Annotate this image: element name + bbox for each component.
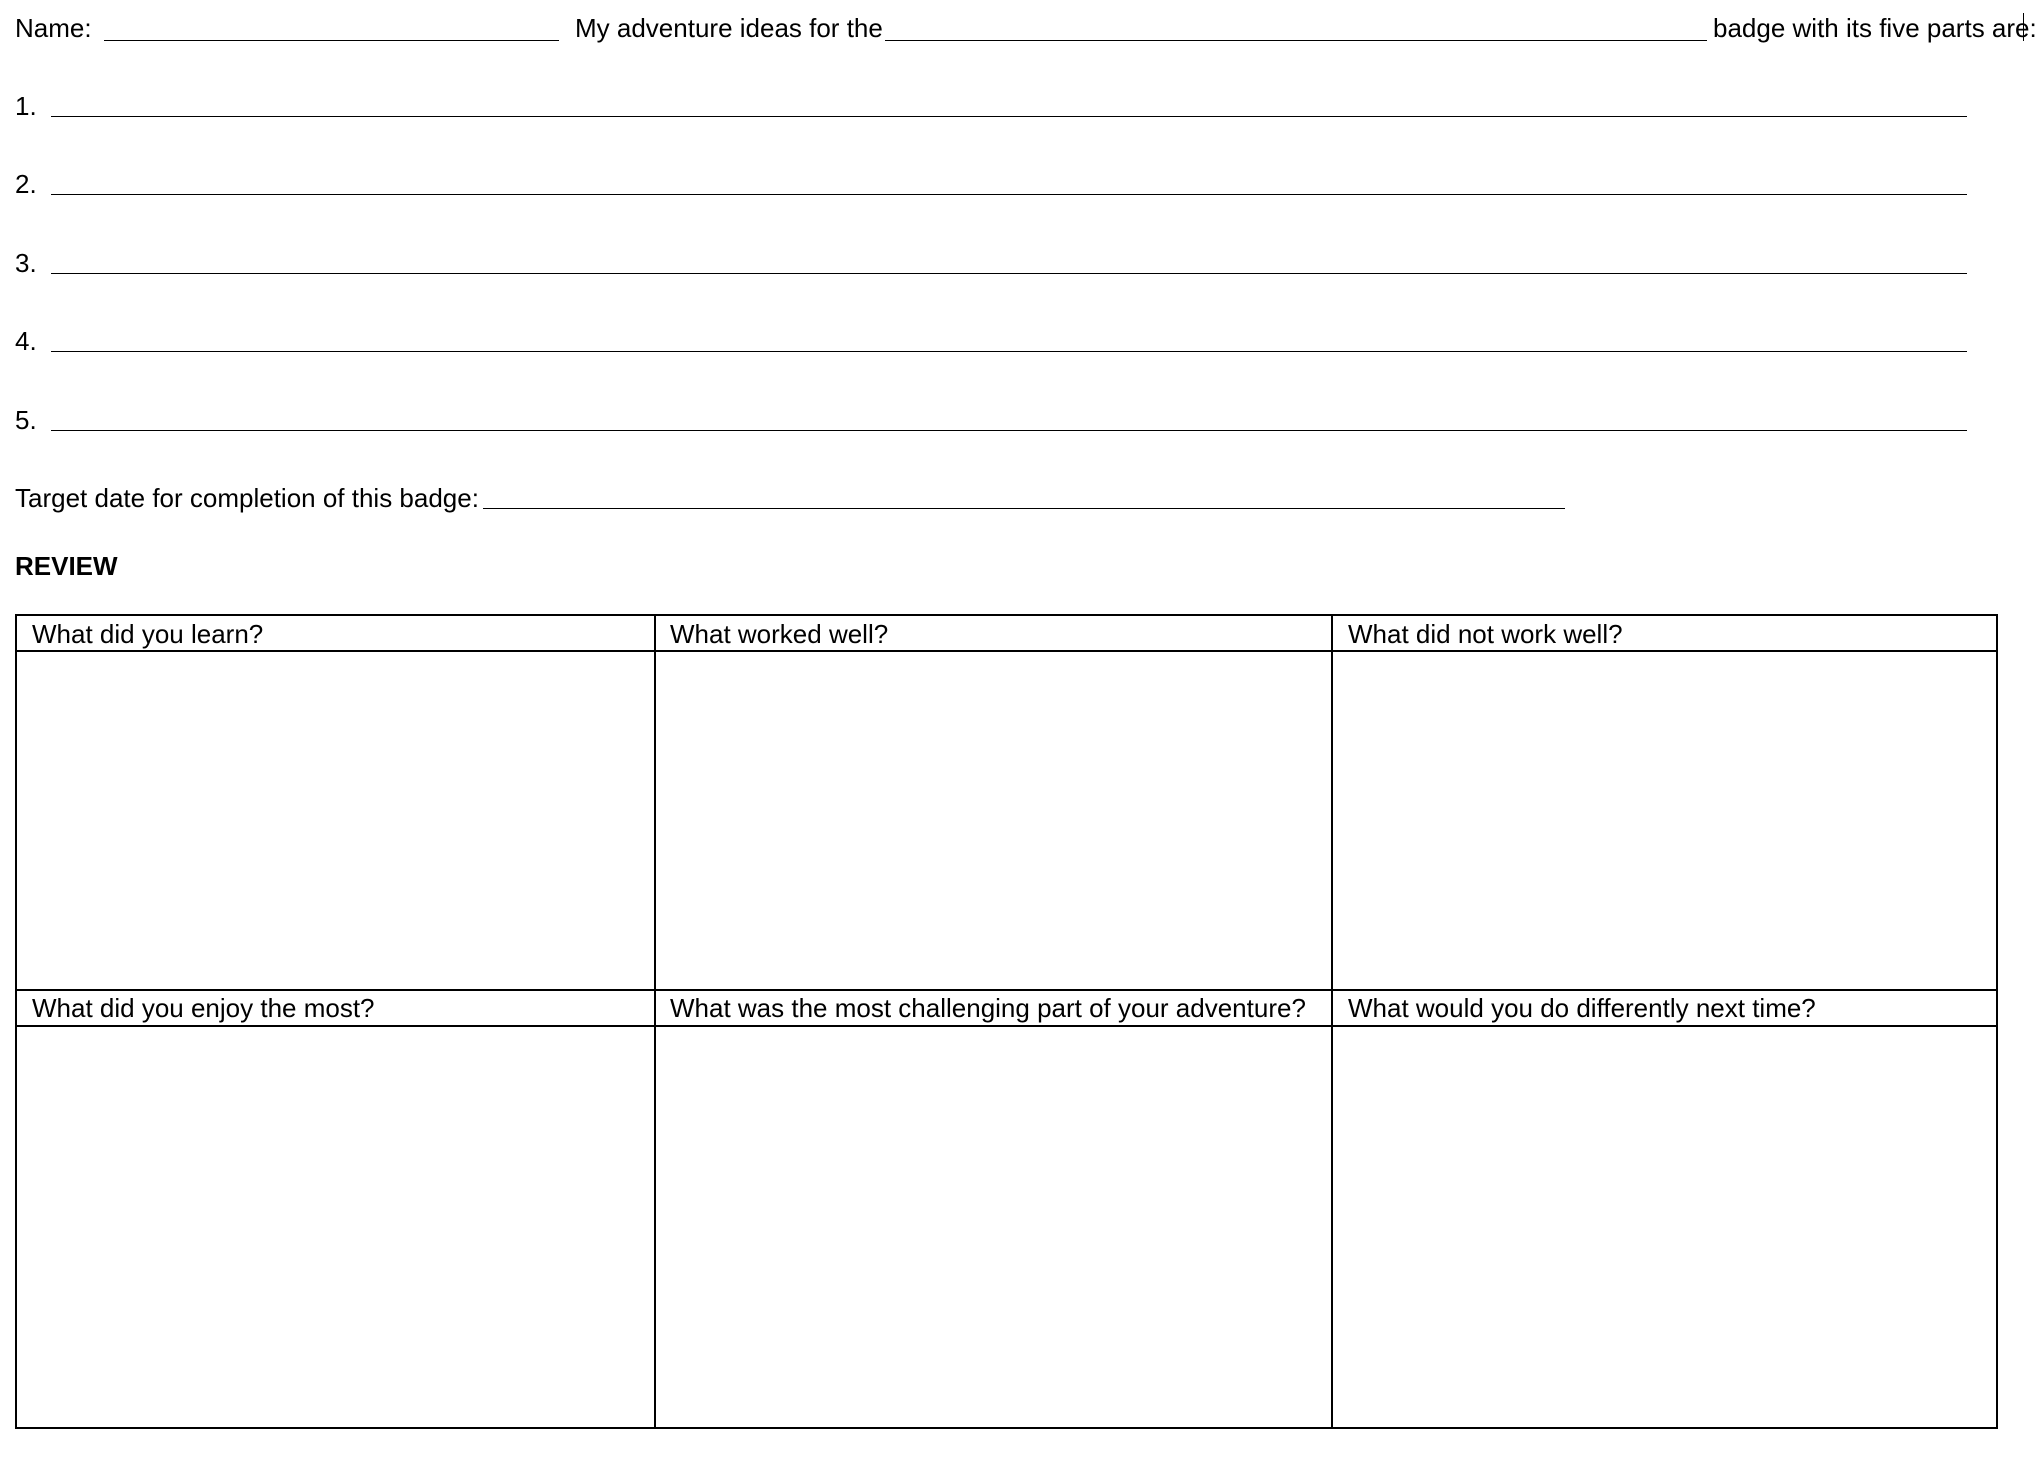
part-number: 4.	[15, 326, 37, 356]
part-number: 5.	[15, 405, 37, 435]
part-1-field[interactable]	[51, 116, 1967, 117]
part-number: 1.	[15, 91, 37, 121]
text-cursor	[2023, 13, 2024, 41]
answer-not-work-well[interactable]	[1333, 652, 1996, 989]
review-heading: REVIEW	[15, 551, 118, 581]
name-label: Name:	[15, 13, 92, 43]
answer-enjoy[interactable]	[17, 1027, 654, 1427]
answer-challenging[interactable]	[656, 1027, 1331, 1427]
part-4-field[interactable]	[51, 351, 1967, 352]
target-date-field[interactable]	[483, 508, 1565, 509]
badge-name-field[interactable]	[885, 40, 1707, 41]
name-field[interactable]	[104, 40, 559, 41]
part-number: 2.	[15, 169, 37, 199]
question-worked-well: What worked well?	[670, 619, 889, 649]
adventure-label: My adventure ideas for the	[575, 13, 883, 43]
question-not-work-well: What did not work well?	[1348, 619, 1623, 649]
review-table	[15, 614, 1998, 1429]
part-number: 3.	[15, 248, 37, 278]
question-learn: What did you learn?	[32, 619, 264, 649]
question-enjoy: What did you enjoy the most?	[32, 993, 375, 1023]
target-date-label: Target date for completion of this badge:	[15, 483, 479, 513]
part-3-field[interactable]	[51, 273, 1967, 274]
answer-worked-well[interactable]	[656, 652, 1331, 989]
row-divider	[17, 989, 1996, 991]
part-5-field[interactable]	[51, 430, 1967, 431]
question-differently: What would you do differently next time?	[1348, 993, 1816, 1023]
badge-label: badge with its five parts are:	[1713, 13, 2037, 43]
question-challenging: What was the most challenging part of your adventure?	[670, 993, 1306, 1023]
answer-differently[interactable]	[1333, 1027, 1996, 1427]
answer-learn[interactable]	[17, 652, 654, 989]
part-2-field[interactable]	[51, 194, 1967, 195]
